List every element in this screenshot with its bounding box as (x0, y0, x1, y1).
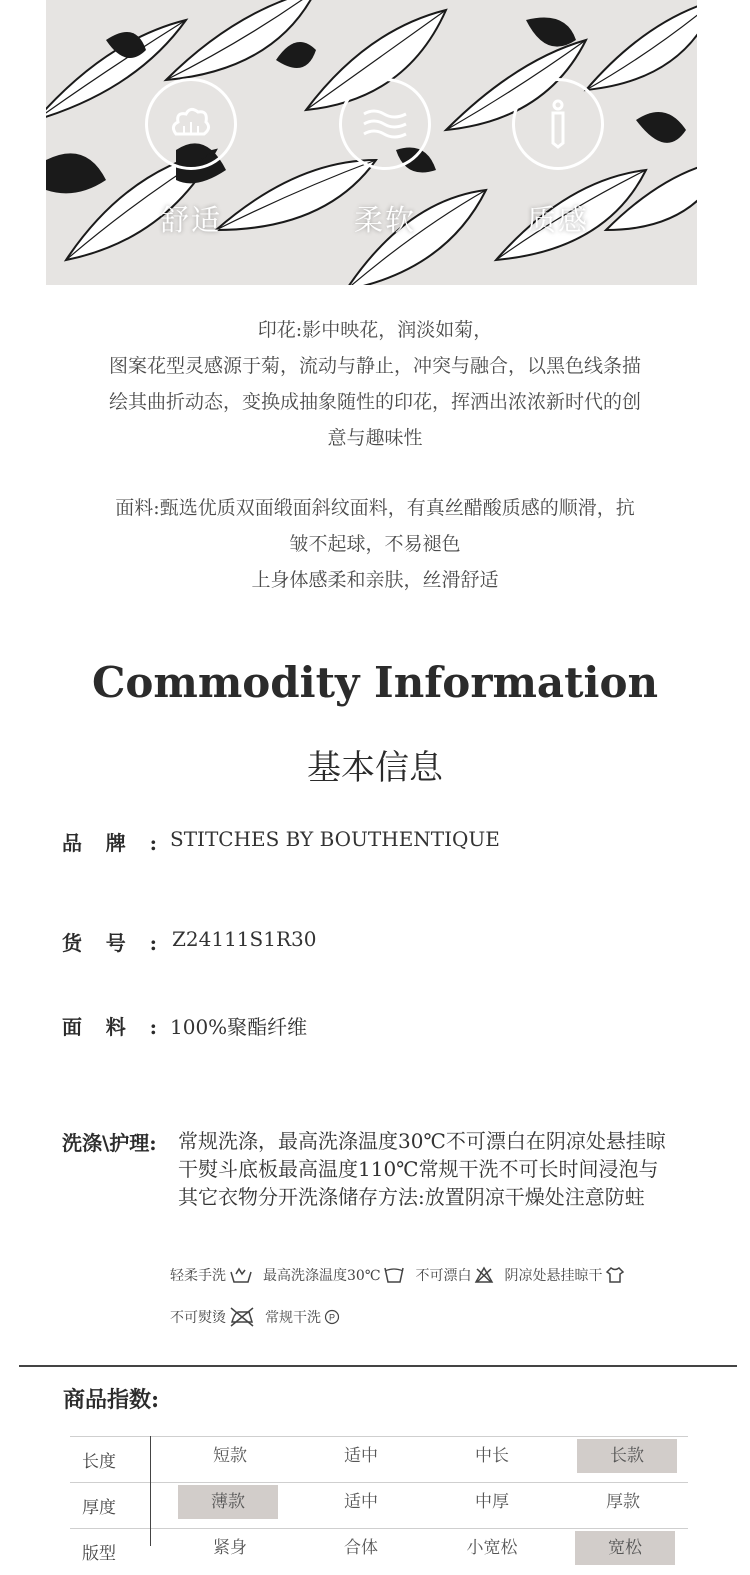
care-item-max-temp (263, 1265, 405, 1285)
material-value: 100%聚酯纤维 (170, 1015, 308, 1039)
dry-clean-icon (324, 1309, 340, 1325)
commodity-title-cn: 基本信息 (307, 748, 443, 788)
feature-label-soft: 柔软 (353, 203, 416, 237)
care-item-label: 不可漂白 (415, 1268, 472, 1284)
tag-icon (512, 78, 604, 170)
commodity-title-en: Commodity Information (91, 658, 659, 707)
index-title: 商品指数: (63, 1387, 160, 1413)
fabric-description (62, 490, 688, 598)
wave-icon (339, 78, 431, 170)
index-row-label: 厚度 (82, 1498, 116, 1518)
index-option: 中长 (475, 1446, 509, 1466)
index-row-length (70, 1436, 688, 1483)
material-label: 面料: (62, 1015, 157, 1039)
care-item-label: 最高洗涤温度30℃ (263, 1268, 381, 1284)
index-row-label: 长度 (82, 1452, 116, 1472)
index-option-selected: 长款 (577, 1439, 677, 1473)
sku-value: Z24111S1R30 (172, 927, 317, 951)
care-item-no-bleach (415, 1265, 494, 1285)
print-desc-line: 意与趣味性 (327, 427, 423, 449)
care-item-line-dry-shade (504, 1265, 625, 1285)
brand-label: 品牌: (62, 831, 157, 855)
feature-soft (335, 78, 435, 239)
print-desc-line: 绘其曲折动态，变换成抽象随性的印花，挥洒出浓浓新时代的创 (108, 391, 641, 413)
index-row-fit (70, 1528, 688, 1575)
index-option: 小宽松 (466, 1538, 518, 1558)
hand-wash-icon (229, 1266, 253, 1284)
care-item-label: 不可熨烫 (170, 1310, 226, 1326)
care-item-label: 常规干洗 (265, 1310, 321, 1326)
print-description (62, 312, 688, 456)
index-option: 适中 (344, 1492, 378, 1512)
index-row-thickness (70, 1482, 688, 1529)
cotton-icon (145, 78, 237, 170)
feature-texture (508, 78, 608, 239)
index-option: 紧身 (213, 1538, 247, 1558)
care-item-no-iron (170, 1306, 255, 1328)
index-option: 合体 (344, 1538, 378, 1558)
svg-text:P: P (328, 1312, 336, 1323)
section-divider (19, 1365, 737, 1367)
shirt-icon (605, 1266, 625, 1284)
no-bleach-icon (474, 1266, 494, 1284)
fabric-desc-line: 上身体感柔和亲肤，丝滑舒适 (251, 569, 499, 591)
index-row-label: 版型 (82, 1544, 116, 1564)
feature-comfort (141, 78, 241, 239)
index-option: 厚款 (606, 1492, 640, 1512)
index-option-selected: 薄款 (178, 1485, 278, 1519)
fabric-desc-line: 皱不起球，不易褪色 (289, 533, 461, 555)
index-option-selected: 宽松 (575, 1531, 675, 1565)
care-item-dry-clean (265, 1307, 340, 1327)
index-table-divider (150, 1436, 151, 1546)
care-icons-row-2 (170, 1306, 350, 1328)
index-option: 中厚 (475, 1492, 509, 1512)
care-item-label: 阴凉处悬挂晾干 (504, 1268, 603, 1284)
fabric-desc-line: 面料:甄选优质双面缎面斜纹面料，有真丝醋酸质感的顺滑，抗 (115, 497, 635, 519)
hero-fabric-image (46, 0, 697, 285)
care-item-label: 轻柔手洗 (170, 1268, 226, 1284)
care-item-hand-wash (170, 1265, 253, 1285)
no-iron-icon (229, 1306, 255, 1328)
care-label: 洗涤\护理: (62, 1131, 157, 1155)
print-desc-line: 图案花型灵感源于菊，流动与静止，冲突与融合，以黑色线条描 (108, 355, 641, 377)
feature-label-comfort: 舒适 (159, 203, 222, 237)
brand-value: STITCHES BY BOUTHENTIQUE (170, 827, 500, 851)
care-value: 常规洗涤，最高洗涤温度30℃不可漂白在阴凉处悬挂晾干熨斗底板最高温度110℃常规干洗不可长时间浸泡与其它衣物分开洗涤储存方法:放置阴凉干燥处注意防蛀 (178, 1129, 666, 1209)
wash-temp-icon (383, 1266, 405, 1284)
sku-label: 货号: (62, 931, 157, 955)
print-desc-line: 印花:影中映花，润淡如菊， (257, 319, 493, 341)
feature-label-texture: 质感 (526, 203, 589, 237)
index-option: 短款 (213, 1446, 247, 1466)
care-icons-row-1 (170, 1265, 635, 1285)
index-option: 适中 (344, 1446, 378, 1466)
